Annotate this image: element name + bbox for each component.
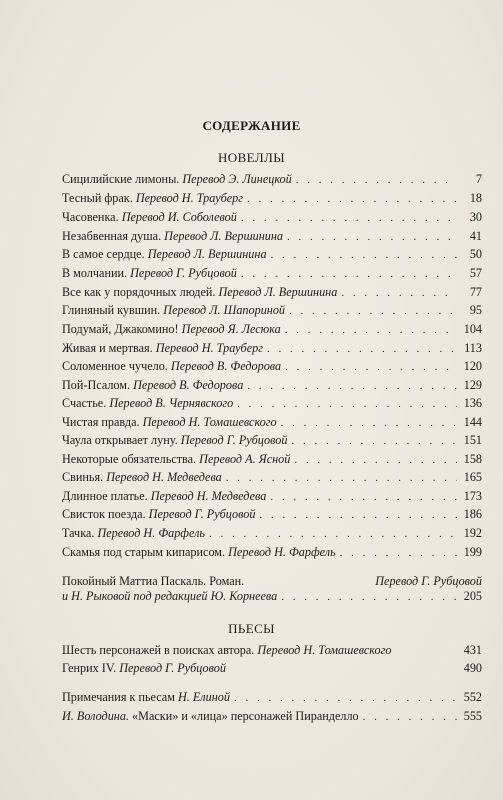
- toc-entry: Сицилийские лимоны. Перевод Э. Линецкой . . . 7: [62, 170, 482, 188]
- toc-entry: Шесть персонажей в поисках автора. Перевод Н. Томашевского 431: [62, 643, 482, 657]
- section-heading-plays: ПЬЕСЫ: [228, 621, 275, 636]
- contents-title: СОДЕРЖАНИЕ: [202, 118, 301, 133]
- toc-entry: Пой-Псалом. Перевод В. Федорова . . . 129: [62, 376, 482, 394]
- toc-entry: Тачка. Перевод Н. Фарфель . . . 192: [62, 524, 482, 542]
- toc-entry: Глиняный кувшин. Перевод Л. Шапориной . . . 95: [62, 301, 482, 319]
- section-heading-novellas: НОВЕЛЛЫ: [218, 150, 285, 165]
- toc-entry: Незабвенная душа. Перевод Л. Вершинина . . . 41: [62, 227, 482, 245]
- toc-entry: Подумай, Джакомино! Перевод Я. Лесюка . . . 104: [62, 320, 482, 338]
- toc-entry: В самое сердце. Перевод Л. Вершинина . . . 50: [62, 245, 482, 263]
- toc-entry: Счастье. Перевод В. Чернявского . . . 136: [62, 394, 482, 412]
- toc-entry: Чистая правда. Перевод Н. Томашевского . . . 144: [62, 413, 482, 431]
- toc-entry-novel: Покойный Маттиа Паскаль. Роман. Перевод Г. Рубцовой и Н. Рыковой под редакцией Ю. Корнеева . . . 205: [62, 574, 482, 605]
- toc-entry: Чаула открывает луну. Перевод Г. Рубцовой . . . 151: [62, 431, 482, 449]
- toc-entry-essay: И. Володина. «Маски» и «лица» персонажей Пиранделло . . . 555: [62, 707, 482, 725]
- toc-entry: Все как у порядочных людей. Перевод Л. Вершинина . . . 77: [62, 283, 482, 301]
- toc-entry: Скамья под старым кипарисом. Перевод Н. Фарфель . . . 199: [62, 543, 482, 561]
- toc-entry: Часовенка. Перевод И. Соболевой . . . 30: [62, 208, 482, 226]
- toc-entry: Соломенное чучело. Перевод В. Федорова . . . 120: [62, 357, 482, 375]
- toc-entry-notes: Примечания к пьесам Н. Елиной . . . 552: [62, 688, 482, 706]
- toc-entry: Длинное платье. Перевод Н. Медведева . . . 173: [62, 487, 482, 505]
- toc-entry: Живая и мертвая. Перевод Н. Трауберг . . . 113: [62, 339, 482, 357]
- toc-entry: Свинья. Перевод Н. Медведева . . . 165: [62, 468, 482, 486]
- toc-entry: Свисток поезда. Перевод Г. Рубцовой . . . 186: [62, 505, 482, 523]
- toc-entry: Тесный фрак. Перевод Н. Трауберг . . . 18: [62, 189, 482, 207]
- toc-entry: В молчании. Перевод Г. Рубцовой . . . 57: [62, 264, 482, 282]
- toc-entry: Генрих IV. Перевод Г. Рубцовой 490: [62, 661, 482, 675]
- toc-entry: Некоторые обязательства. Перевод А. Ясной . . . 158: [62, 450, 482, 468]
